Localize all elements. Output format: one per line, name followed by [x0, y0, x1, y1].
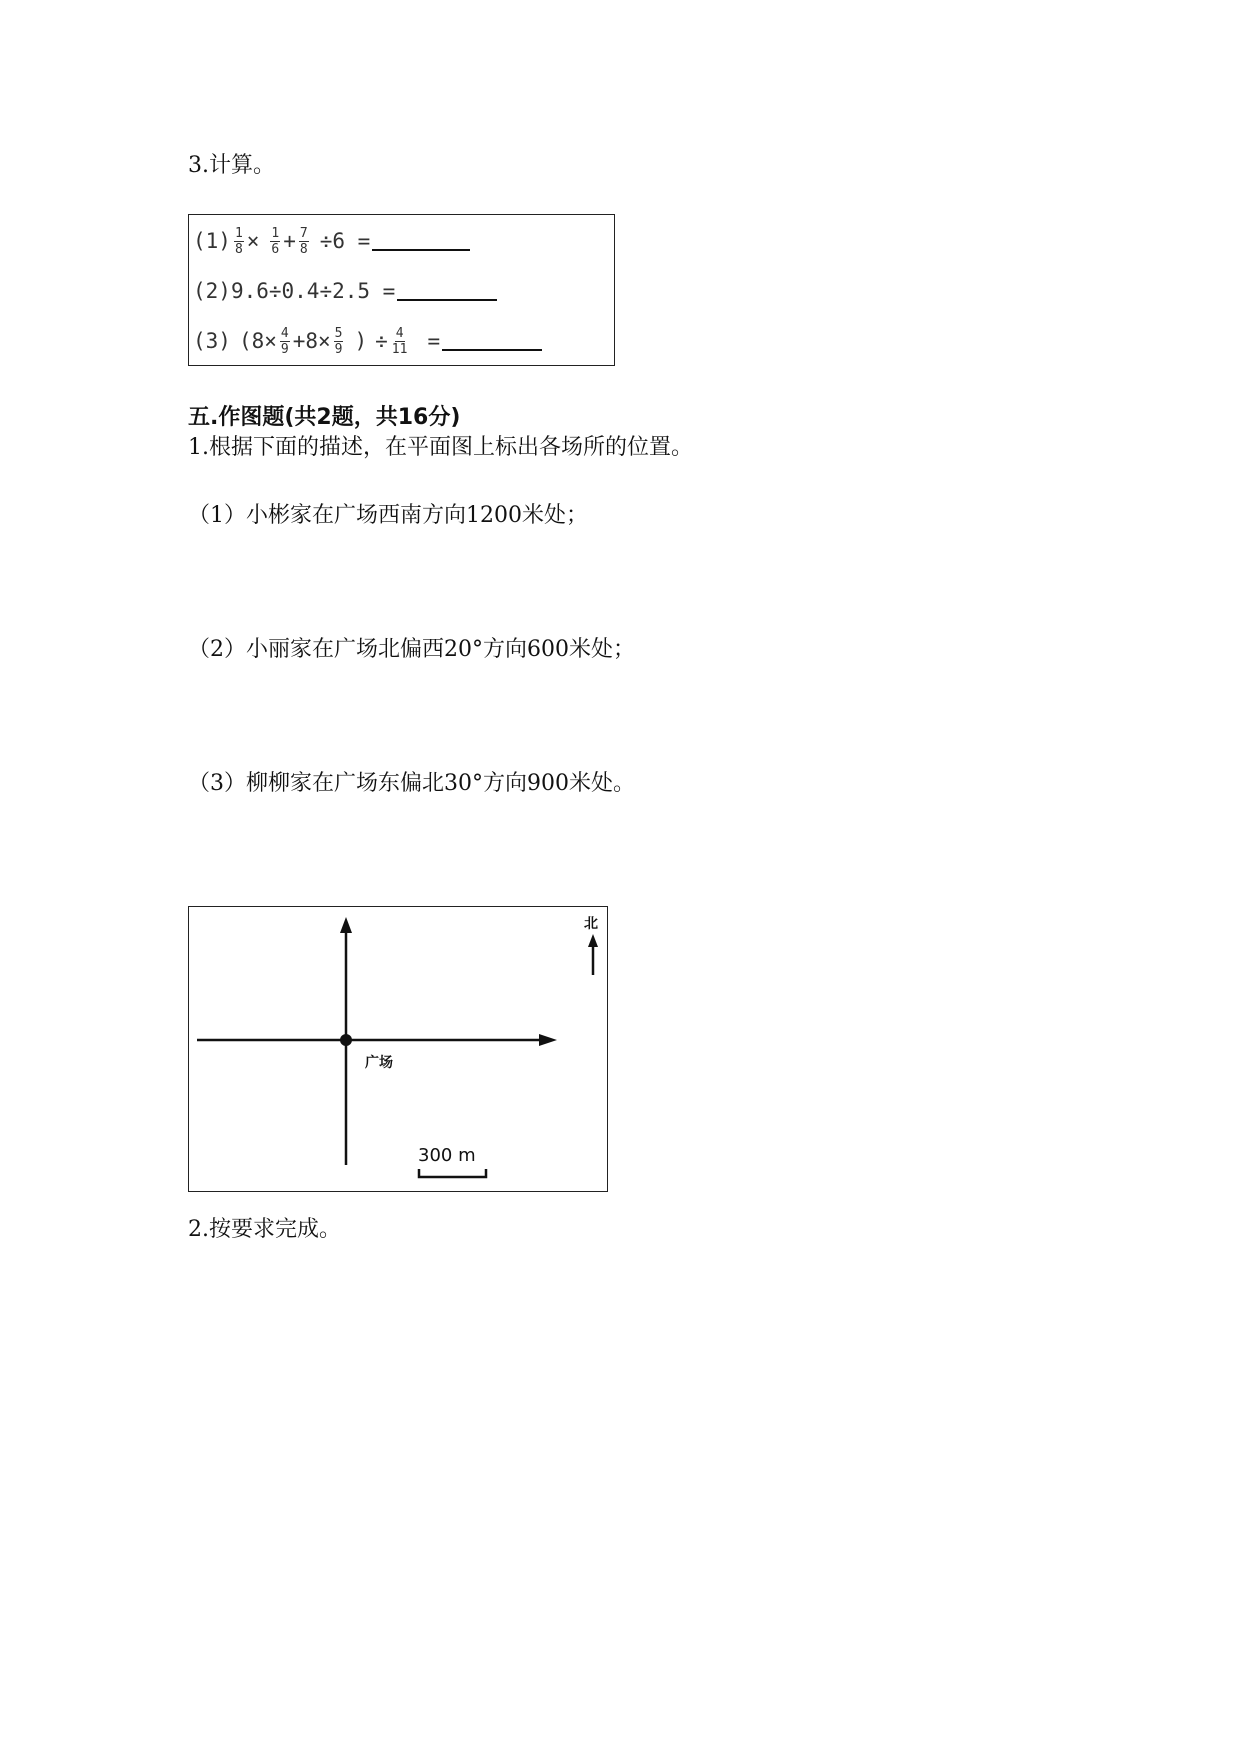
- answer-blank[interactable]: [372, 231, 470, 251]
- calc-row-3: [193, 321, 542, 361]
- expression-tail: ÷6 =: [319, 229, 371, 253]
- numerator: 7: [299, 225, 308, 241]
- q1-item-2: （2）小丽家在广场北偏西20°方向600米处；: [188, 637, 635, 662]
- q1-item-1: （1）小彬家在广场西南方向1200米处；: [188, 503, 588, 528]
- expression-close: ): [354, 329, 368, 353]
- fraction: [334, 326, 344, 357]
- denominator: 8: [234, 241, 243, 257]
- section-title: 五.作图题(共2题，共16分): [188, 405, 461, 430]
- q1-heading: 1.根据下面的描述，在平面图上标出各场所的位置。: [188, 435, 693, 460]
- scale-bar: [419, 1169, 486, 1177]
- equals-sign: =: [427, 329, 441, 353]
- row-label: (3): [193, 329, 231, 353]
- calc-row-2: [193, 271, 497, 311]
- calculation-box: [188, 214, 615, 366]
- answer-blank[interactable]: [397, 281, 497, 301]
- square-label: 广场: [365, 1055, 393, 1071]
- expression: 9.6÷0.4÷2.5 =: [230, 279, 396, 303]
- map-drawing: [189, 907, 609, 1193]
- operator: ÷: [375, 329, 388, 353]
- north-label: 北: [584, 916, 598, 932]
- square-center-point: [340, 1034, 352, 1046]
- expression-open: (8×: [238, 329, 277, 353]
- fraction: [234, 226, 244, 257]
- numerator: 4: [280, 325, 289, 341]
- row-label: (2): [193, 279, 231, 303]
- q3-heading: 3.计算。: [188, 153, 275, 178]
- plan-map: [188, 906, 608, 1192]
- denominator: 9: [334, 341, 343, 357]
- north-indicator-arrow-icon: [588, 934, 598, 947]
- east-arrow-icon: [539, 1034, 557, 1046]
- north-arrow-head-icon: [340, 917, 352, 933]
- denominator: 8: [299, 241, 308, 257]
- fraction: [270, 226, 280, 257]
- numerator: 5: [334, 325, 343, 341]
- numerator: 1: [234, 225, 243, 241]
- denominator: 11: [391, 341, 408, 357]
- scale-label: 300 m: [418, 1145, 476, 1166]
- row-label: (1): [193, 229, 231, 253]
- fraction: [391, 326, 409, 357]
- numerator: 1: [271, 225, 280, 241]
- denominator: 6: [271, 241, 280, 257]
- expression-mid: +8×: [292, 329, 331, 353]
- denominator: 9: [280, 341, 289, 357]
- operator: ×: [246, 229, 260, 253]
- operator: +: [283, 229, 296, 253]
- fraction: [280, 326, 290, 357]
- answer-blank[interactable]: [442, 331, 542, 351]
- calc-row-1: [193, 221, 470, 261]
- fraction: [299, 226, 309, 257]
- q2-heading: 2.按要求完成。: [188, 1217, 341, 1242]
- q1-item-3: （3）柳柳家在广场东偏北30°方向900米处。: [188, 771, 635, 796]
- numerator: 4: [395, 325, 404, 341]
